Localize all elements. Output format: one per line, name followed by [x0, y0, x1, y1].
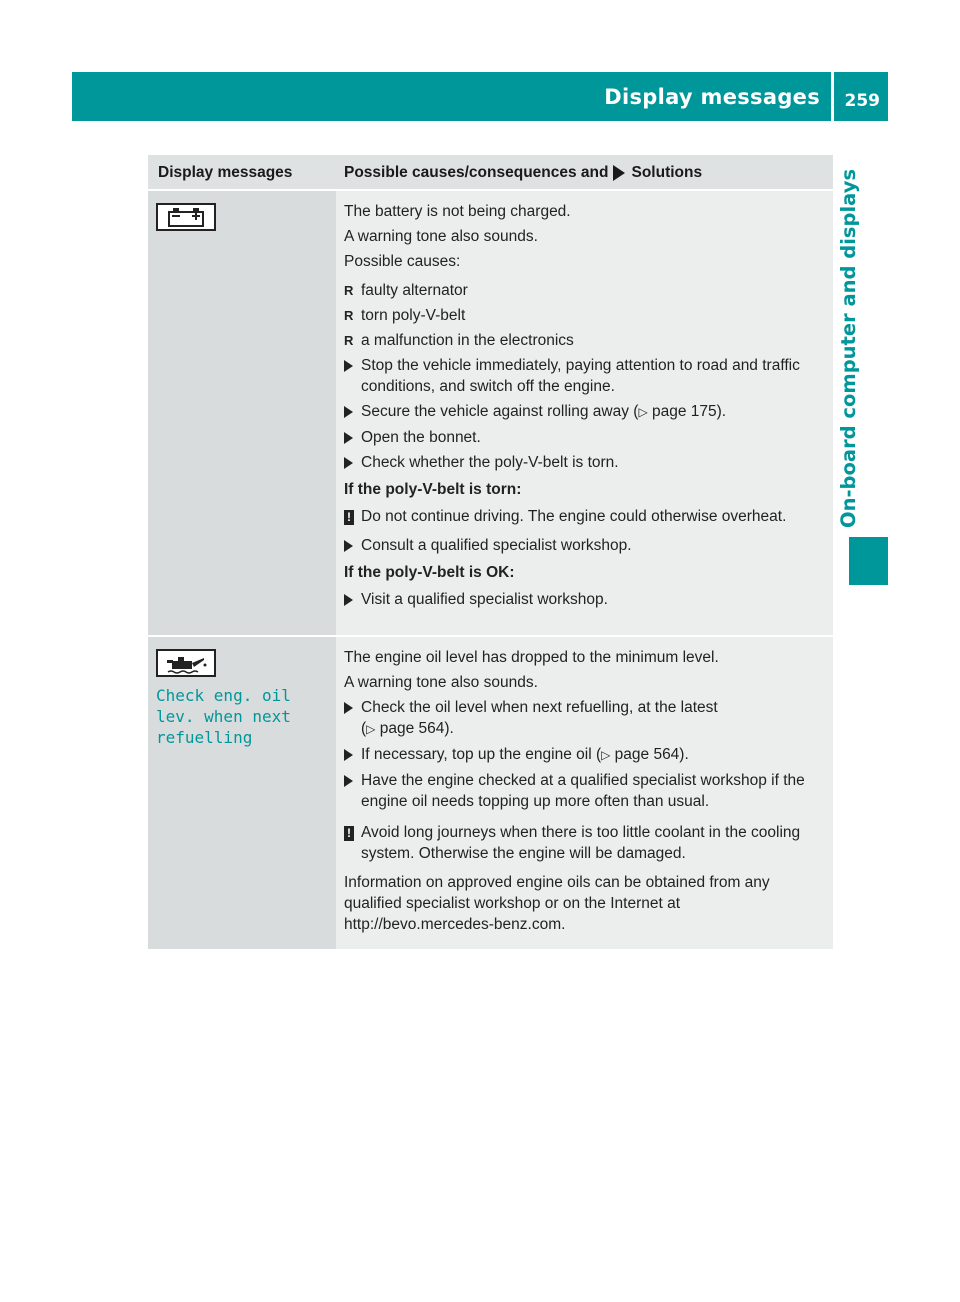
list-item: R a malfunction in the electronics — [344, 332, 574, 349]
display-messages-table — [148, 155, 833, 951]
side-tab-block — [849, 537, 888, 585]
col-header-solutions — [336, 155, 702, 189]
text: The engine oil level has dropped to the minimum level. — [344, 649, 719, 666]
step: Consult a qualified specialist workshop. — [344, 535, 827, 556]
step-arrow-icon — [344, 749, 353, 761]
warning-icon: ! — [344, 826, 354, 841]
text: Possible causes: — [344, 253, 461, 270]
col-header-solutions-a: Possible causes/consequences and — [344, 164, 609, 181]
page-ref-icon: ▷ — [638, 405, 648, 419]
solution-cell — [336, 191, 833, 635]
text: The battery is not being charged. — [344, 203, 571, 220]
solution-cell — [336, 637, 833, 949]
bullet-r-icon: R — [344, 333, 354, 348]
battery-icon — [156, 203, 216, 231]
message-cell — [148, 637, 336, 949]
step: Stop the vehicle immediately, paying attention to road and traffic conditions, and switch off the engine. — [344, 355, 827, 397]
page-number: 259 — [844, 91, 880, 111]
bullet-r-icon: R — [344, 283, 354, 298]
side-tab-label: On-board computer and displays — [837, 168, 860, 528]
step-arrow-icon — [344, 702, 353, 714]
col-header-messages: Display messages — [158, 164, 293, 181]
oil-can-icon — [156, 649, 216, 677]
condition-heading: If the poly-V-belt is OK: — [344, 564, 515, 581]
text: Information on approved engine oils can be obtained from any qualified specialist workshop or on the Internet at http://bevo.mercedes-benz.com. — [344, 874, 770, 933]
step: Have the engine checked at a qualified specialist workshop if the engine oil needs topping up more often than usual. — [344, 770, 827, 812]
step: Visit a qualified specialist workshop. — [344, 589, 827, 610]
step-arrow-icon — [344, 594, 353, 606]
col-header-solutions-b: Solutions — [631, 164, 703, 181]
list-item: R torn poly-V-belt — [344, 307, 466, 324]
step-arrow-icon — [344, 457, 353, 469]
message-cell — [148, 191, 336, 635]
step-arrow-icon — [344, 406, 353, 418]
header-title: Display messages — [604, 85, 820, 109]
step: Secure the vehicle against rolling away (▷ page 175). — [344, 401, 827, 423]
display-message-text: Check eng. oil lev. when next refuelling — [156, 686, 291, 747]
step-arrow-icon — [344, 775, 353, 787]
warning-icon: ! — [344, 510, 354, 525]
action-arrow-icon — [613, 165, 625, 181]
page-ref-icon: ▷ — [366, 722, 376, 736]
page-ref-icon: ▷ — [601, 748, 611, 762]
step: Check whether the poly-V-belt is torn. — [344, 452, 827, 473]
condition-heading: If the poly-V-belt is torn: — [344, 481, 522, 498]
warning-note: ! Do not continue driving. The engine could otherwise overheat. — [344, 506, 827, 527]
step-arrow-icon — [344, 432, 353, 444]
table-row — [148, 637, 833, 951]
table-header — [148, 155, 833, 191]
step: If necessary, top up the engine oil (▷ page 564). — [344, 744, 827, 766]
step-arrow-icon — [344, 540, 353, 552]
list-item: R faulty alternator — [344, 282, 468, 299]
text: A warning tone also sounds. — [344, 228, 538, 245]
page-header — [72, 72, 888, 121]
text: A warning tone also sounds. — [344, 674, 538, 691]
warning-note: ! Avoid long journeys when there is too little coolant in the cooling system. Otherwise the engine will be damaged. — [344, 822, 827, 864]
step: Check the oil level when next refuelling, at the latest (▷ page 564). — [344, 697, 827, 740]
bullet-r-icon: R — [344, 308, 354, 323]
step: Open the bonnet. — [344, 427, 827, 448]
header-divider — [831, 72, 834, 121]
table-row — [148, 191, 833, 637]
step-arrow-icon — [344, 360, 353, 372]
